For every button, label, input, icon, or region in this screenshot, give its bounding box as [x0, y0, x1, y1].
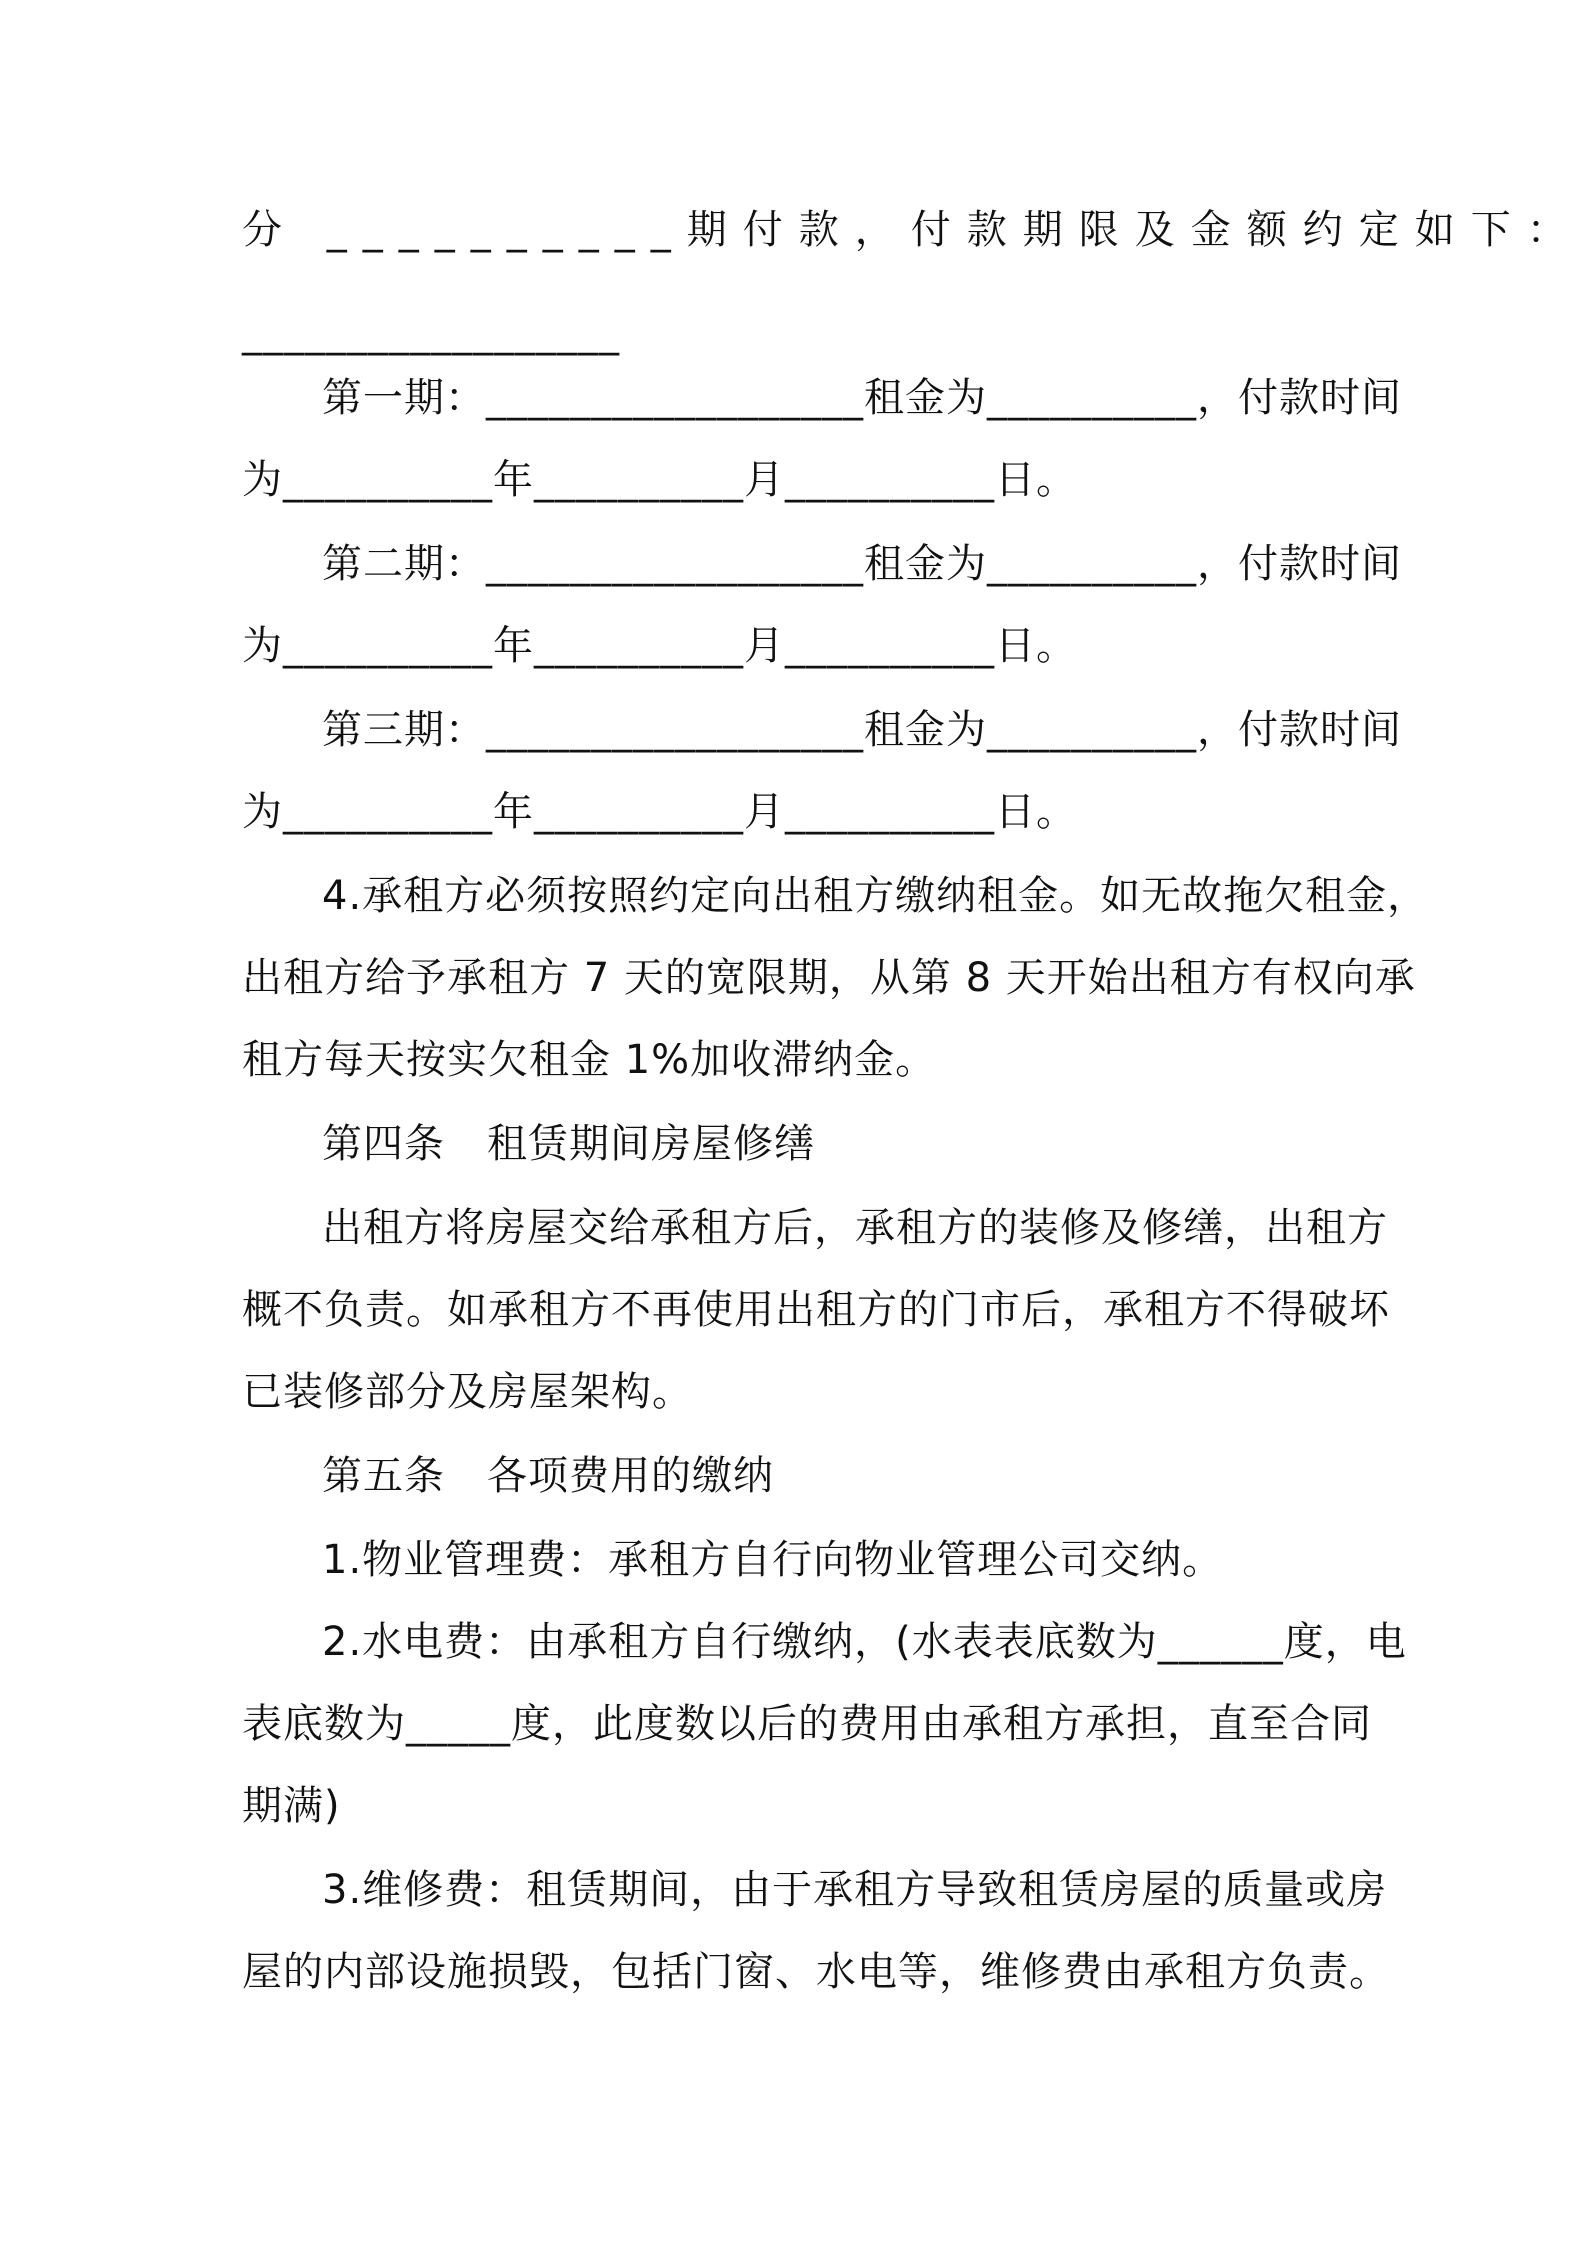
- text-line: 期满): [242, 1783, 341, 1829]
- text-line: 表底数为_____度，此度数以后的费用由承租方承担，直至合同: [242, 1701, 1372, 1747]
- text-line: 为__________年__________月__________日。: [242, 623, 1077, 669]
- text-line: 2.水电费：由承租方自行缴纳，(水表表底数为______度，电: [322, 1619, 1407, 1665]
- text-line: 1.物业管理费：承租方自行向物业管理公司交纳。: [322, 1537, 1224, 1583]
- text-line: 分 __________期付款，付款期限及金额约定如下：: [242, 207, 1583, 253]
- text-line: 第一期：__________________租金为__________，付款时间: [322, 375, 1402, 421]
- article-number: 第四条: [322, 1121, 445, 1167]
- article-title: 各项费用的缴纳: [487, 1453, 774, 1499]
- text-line: 概不负责。如承租方不再使用出租方的门市后，承租方不得破坏: [242, 1287, 1390, 1333]
- text-line: 租方每天按实欠租金 1%加收滞纳金。: [242, 1037, 937, 1083]
- text-line: 4.承租方必须按照约定向出租方缴纳租金。如无故拖欠租金，: [322, 873, 1429, 919]
- text-line: __________________: [242, 310, 620, 356]
- article-title: 租赁期间房屋修缮: [487, 1121, 815, 1167]
- article-number: 第五条: [322, 1453, 445, 1499]
- article-heading: [322, 1120, 1442, 1168]
- text-line: 第三期：__________________租金为__________，付款时间: [322, 707, 1402, 753]
- article-heading: [322, 1452, 1442, 1500]
- text-line: 屋的内部设施损毁，包括门窗、水电等，维修费由承租方负责。: [242, 1949, 1390, 1995]
- text-line: 第二期：__________________租金为__________，付款时间: [322, 541, 1402, 587]
- text-line: 3.维修费：租赁期间，由于承租方导致租赁房屋的质量或房: [322, 1867, 1388, 1913]
- text-line: 出租方将房屋交给承租方后，承租方的装修及修缮，出租方: [322, 1205, 1388, 1251]
- text-line: 为__________年__________月__________日。: [242, 789, 1077, 835]
- text-line: 已装修部分及房屋架构。: [242, 1369, 693, 1415]
- text-line: 出租方给予承租方 7 天的宽限期，从第 8 天开始出租方有权向承: [242, 955, 1416, 1001]
- text-line: 为__________年__________月__________日。: [242, 457, 1077, 503]
